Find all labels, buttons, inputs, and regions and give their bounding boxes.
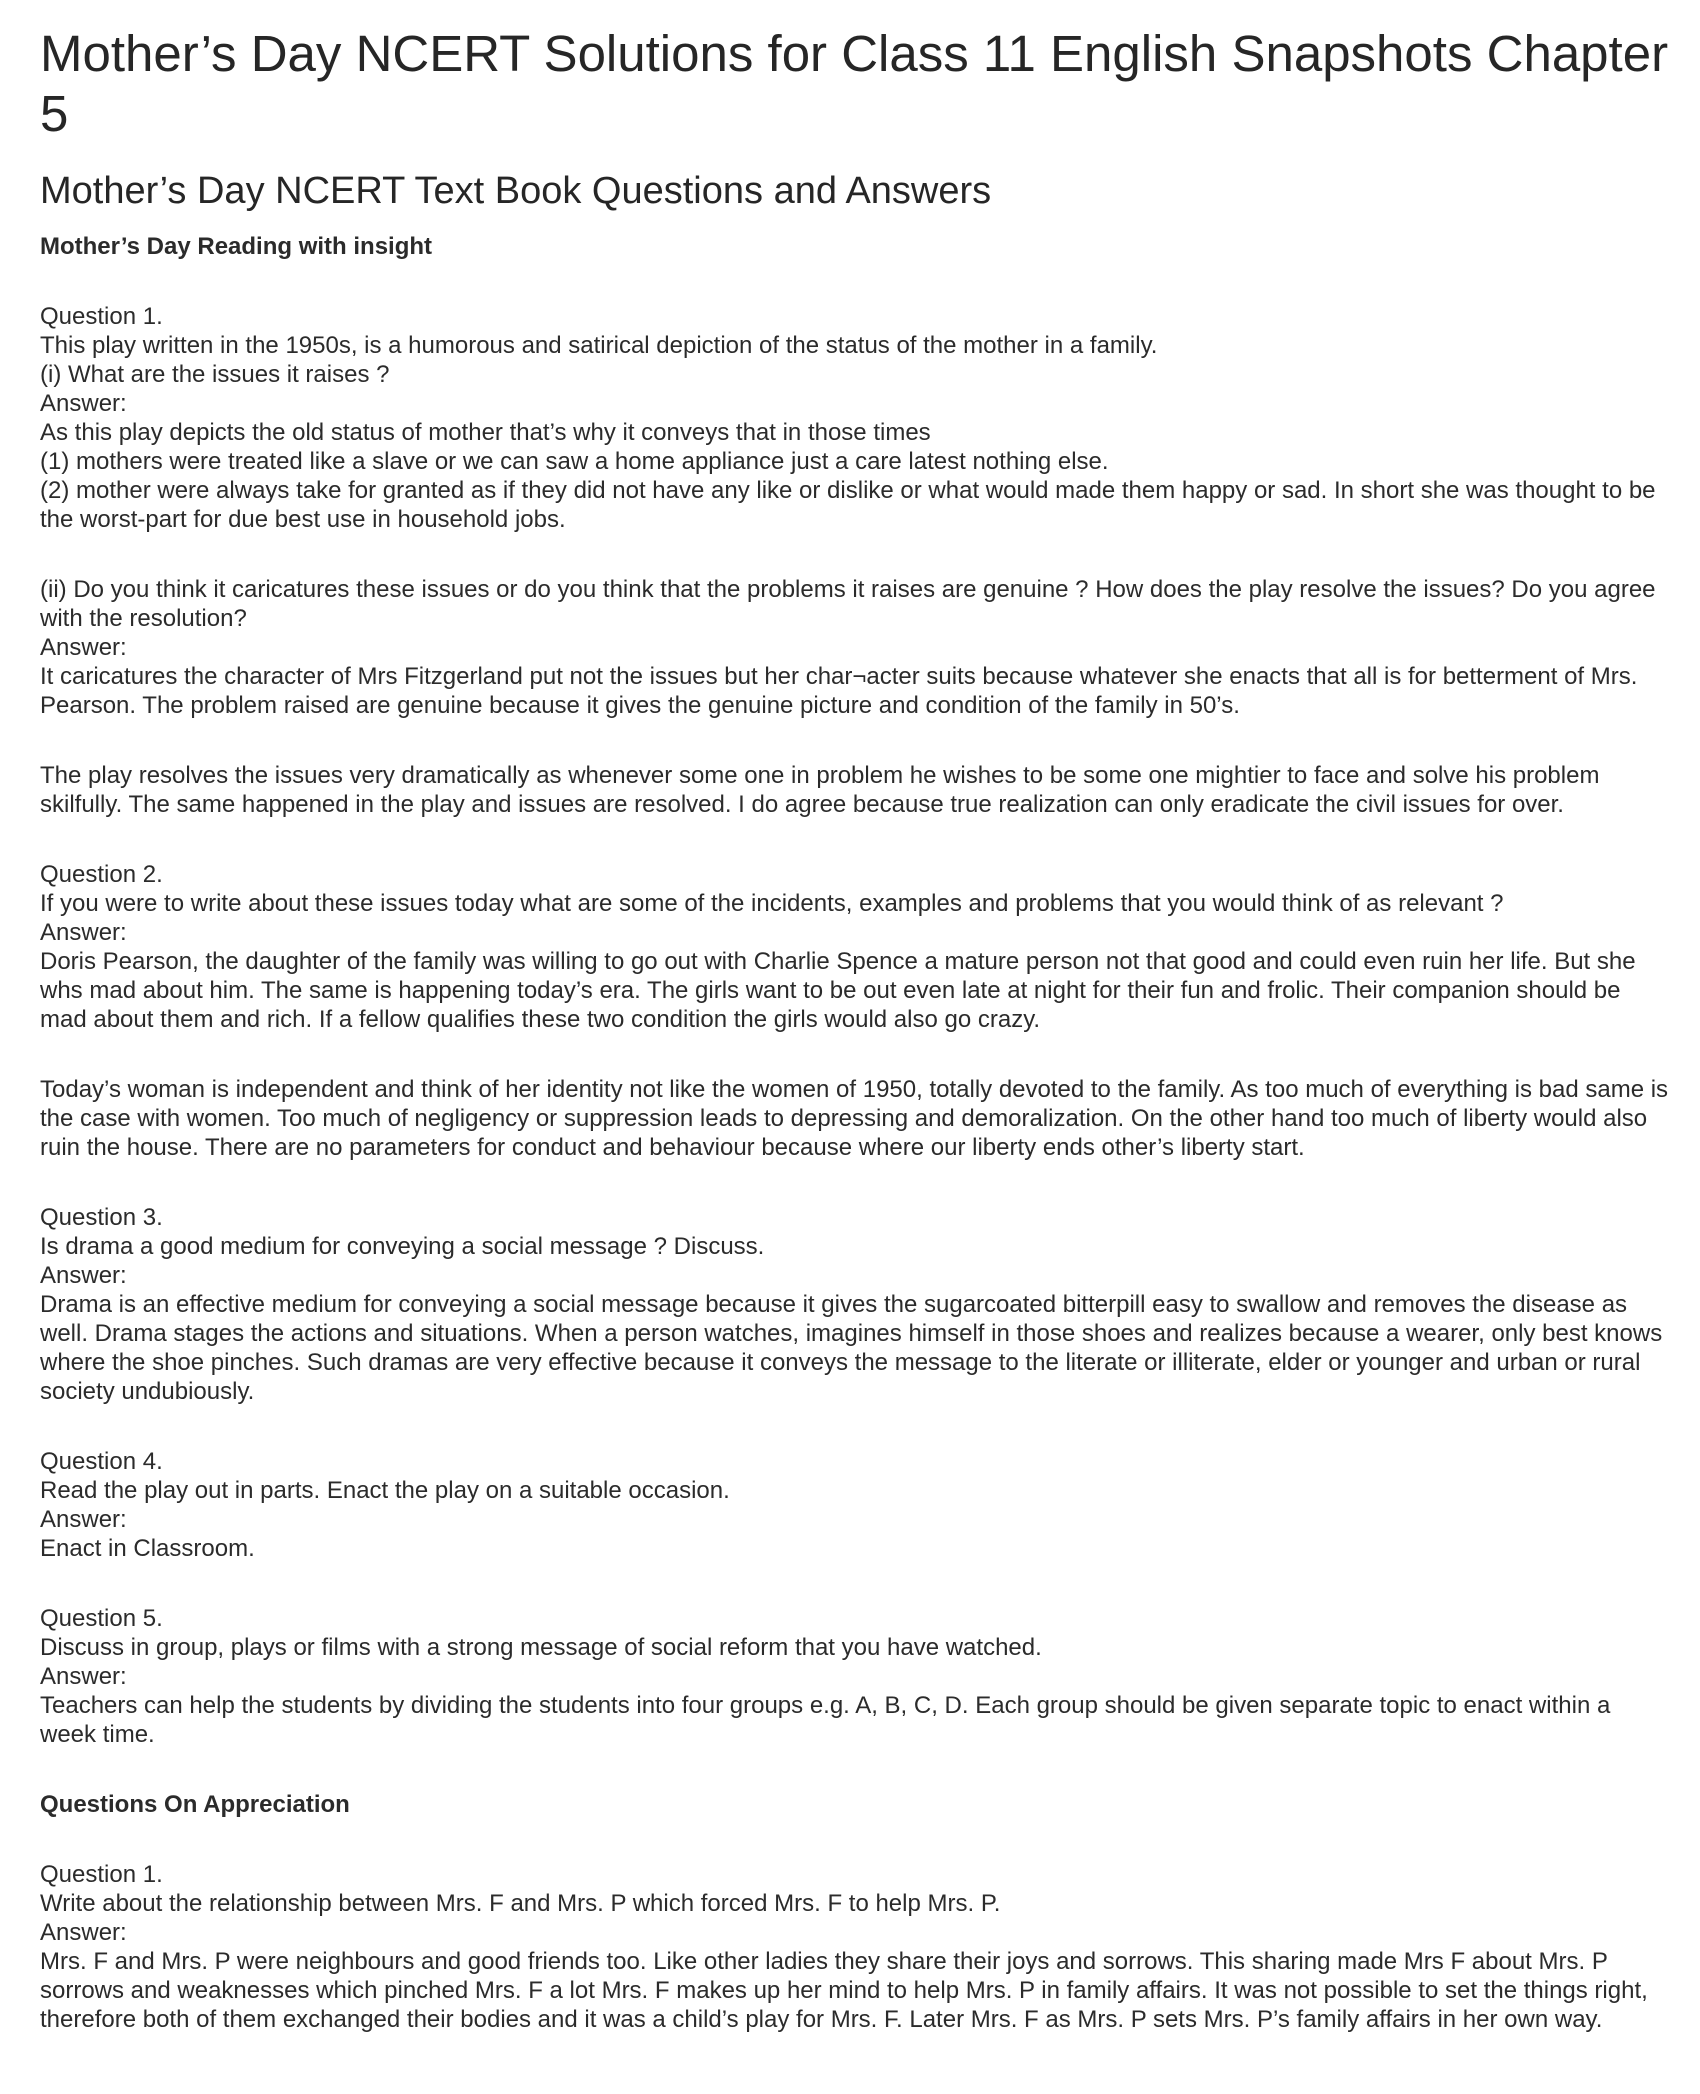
answer-text: Mrs. F and Mrs. P were neighbours and good friends too. Like other ladies they share their joys and sorrows. This sharing made Mrs F about Mrs. P sorrows and weaknesses which pinched Mrs. F a lot Mrs. F makes up her mind to help Mrs. P in family affairs. It was not possible to set the things right, therefore both of them exchanged their bodies and it was a child’s play for Mrs. F. Later Mrs. F as Mrs. P sets Mrs. P’s family affairs in her own way. <box>40 1948 1648 2033</box>
question-text: Discuss in group, plays or films with a strong message of social reform that you have watched. <box>40 1634 1042 1661</box>
question-number: Question 4. <box>40 1448 163 1475</box>
question-text: (ii) Do you think it caricatures these issues or do you think that the problems it raises are genuine ? How does the play resolve the issues? Do you agree with the resolution? <box>40 576 1656 632</box>
answer-label: Answer: <box>40 1506 127 1533</box>
question-number: Question 1. <box>40 303 163 330</box>
qa-block-appreciation-q1 <box>40 1860 1670 2034</box>
answer-text: Enact in Classroom. <box>40 1535 255 1562</box>
answer-label: Answer: <box>40 390 127 417</box>
page-subtitle: Mother’s Day NCERT Text Book Questions and Answers <box>40 170 992 212</box>
section-heading-reading-with-insight: Mother’s Day Reading with insight <box>40 233 433 260</box>
question-text: If you were to write about these issues today what are some of the incidents, examples and problems that you would think of as relevant ? <box>40 890 1504 917</box>
qa-block-q1-part1 <box>40 302 1670 534</box>
question-number: Question 2. <box>40 861 163 888</box>
page-title: Mother’s Day NCERT Solutions for Class 11 English Snapshots Chapter 5 <box>40 25 1669 142</box>
answer-text: Drama is an effective medium for conveying a social message because it gives the sugarcoated bitterpill easy to swallow and removes the disease as well. Drama stages the actions and situations. When a person watches, imagines himself in those shoes and realizes because a wearer, only best knows where the shoe pinches. Such dramas are very effective because it conveys the message to the literate or illiterate, elder or younger and urban or rural society undubiously. <box>40 1291 1663 1405</box>
answer-paragraph <box>40 1075 1670 1162</box>
answer-label: Answer: <box>40 1919 127 1946</box>
answer-text: Doris Pearson, the daughter of the family was willing to go out with Charlie Spence a mature person not that good and could even ruin her life. But she whs mad about him. The same is happening today’s era. The girls want to be out even late at night for their fun and frolic. Their companion should be mad about them and rich. If a fellow qualifies these two condition the girls would also go crazy. <box>40 948 1636 1033</box>
question-text: Is drama a good medium for conveying a social message ? Discuss. <box>40 1233 765 1260</box>
answer-text: Teachers can help the students by dividing the students into four groups e.g. A, B, C, D. Each group should be given separate topic to enact within a week time. <box>40 1692 1611 1748</box>
question-text: This play written in the 1950s, is a humorous and satirical depiction of the status of the mother in a family. <box>40 332 1158 359</box>
question-number: Question 1. <box>40 1861 163 1888</box>
answer-text: As this play depicts the old status of mother that’s why it conveys that in those times <box>40 419 931 446</box>
question-text: (i) What are the issues it raises ? <box>40 361 390 388</box>
answer-text: The play resolves the issues very dramatically as whenever some one in problem he wishes to be some one mightier to face and solve his problem skilfully. The same happened in the play and issues are resolved. I do agree because true realization can only eradicate the civil issues for over. <box>40 762 1600 818</box>
qa-block-q5 <box>40 1604 1670 1749</box>
qa-block-q3 <box>40 1203 1670 1406</box>
answer-label: Answer: <box>40 1663 127 1690</box>
answer-text: (2) mother were always take for granted as if they did not have any like or dislike or what would made them happy or sad. In short she was thought to be the worst-part for due best use in household jobs. <box>40 477 1656 533</box>
answer-text: Today’s woman is independent and think of her identity not like the women of 1950, totally devoted to the family. As too much of everything is bad same is the case with women. Too much of negligency or suppression leads to depressing and demoralization. On the other hand too much of liberty would also ruin the house. There are no parameters for conduct and behaviour because where our liberty ends other’s liberty start. <box>40 1076 1669 1161</box>
answer-label: Answer: <box>40 1262 127 1289</box>
answer-label: Answer: <box>40 919 127 946</box>
answer-label: Answer: <box>40 634 127 661</box>
qa-block-q4 <box>40 1447 1670 1563</box>
answer-text: It caricatures the character of Mrs Fitzgerland put not the issues but her char¬acter suits because whatever she enacts that all is for betterment of Mrs. Pearson. The problem raised are genuine because it gives the genuine picture and condition of the family in 50’s. <box>40 663 1638 719</box>
qa-block-q1-part2 <box>40 575 1670 720</box>
qa-block-q2 <box>40 860 1670 1034</box>
question-text: Read the play out in parts. Enact the play on a suitable occasion. <box>40 1477 730 1504</box>
question-text: Write about the relationship between Mrs. F and Mrs. P which forced Mrs. F to help Mrs. P. <box>40 1890 1001 1917</box>
answer-text: (1) mothers were treated like a slave or we can saw a home appliance just a care latest nothing else. <box>40 448 1109 475</box>
question-number: Question 5. <box>40 1605 163 1632</box>
section-heading-appreciation: Questions On Appreciation <box>40 1791 350 1818</box>
question-number: Question 3. <box>40 1204 163 1231</box>
answer-paragraph <box>40 761 1670 819</box>
